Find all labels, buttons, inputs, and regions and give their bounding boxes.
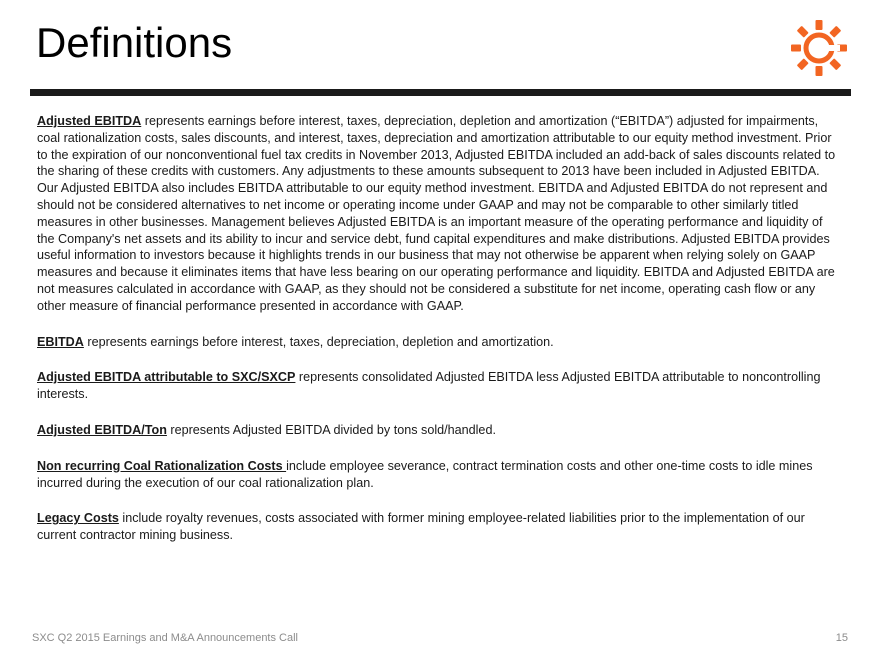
definitions-list bbox=[37, 113, 843, 563]
definition-term: EBITDA bbox=[37, 334, 84, 349]
definition-ebitda bbox=[37, 334, 843, 351]
definition-legacy-costs bbox=[37, 510, 843, 544]
page-number: 15 bbox=[835, 632, 848, 644]
definition-term: Adjusted EBITDA attributable to SXC/SXCP bbox=[37, 370, 296, 385]
definition-adjusted-ebitda bbox=[37, 113, 843, 315]
definition-text: represents earnings before interest, taxes, depreciation, depletion and amortization (“EBITDA”) adjusted for impairments, coal rationalization costs, sales discounts, and interest, taxes, depreciation and amortization attributable to our equity method investment. Prior to the expiration of our nonconventional fuel tax credits in November 2013, Adjusted EBITDA included an add-back of sales discounts related to the sharing of these credits with customers. Any adjustments to these amounts subsequent to 2013 have been included in Adjusted EBITDA. Our Adjusted EBITDA also includes EBITDA attributable to our equity method investment. EBITDA and Adjusted EBITDA do not represent and should not be considered alternatives to net income or operating income under GAAP and may not be comparable to other similarly titled measures in other businesses. Management believes Adjusted EBITDA is an important measure of the operating performance and liquidity of the Company's net assets and its ability to incur and service debt, fund capital expenditures and make distributions. Adjusted EBITDA provides useful information to investors because it highlights trends in our business that may not otherwise be apparent when relying solely on GAAP measures and because it eliminates items that have less bearing on our operating performance and liquidity. EBITDA and Adjusted EBITDA are not measures calculated in accordance with GAAP, as they should not be considered a substitute for net income, operating cash flow or any other measure of financial performance presented in accordance with GAAP. bbox=[37, 114, 836, 313]
definition-text: include employee severance, contract termination costs and other one-time costs to idle mines incurred during the execution of our coal rationalization plan. bbox=[37, 458, 813, 490]
title-divider bbox=[30, 89, 851, 96]
definition-text: include royalty revenues, costs associated with former mining employee-related liabilities prior to the implementation of our current contractor mining business. bbox=[37, 511, 805, 543]
footer-label: SXC Q2 2015 Earnings and M&A Announcements Call bbox=[32, 632, 298, 644]
definition-term: Non recurring Coal Rationalization Costs bbox=[37, 458, 287, 473]
definition-term: Adjusted EBITDA bbox=[37, 114, 142, 128]
definition-adjusted-ebitda-per-ton bbox=[37, 422, 843, 439]
definition-term: Legacy Costs bbox=[37, 511, 119, 526]
suncoke-sun-logo-icon bbox=[790, 18, 850, 78]
definition-text: represents earnings before interest, taxes, depreciation, depletion and amortization. bbox=[83, 334, 554, 349]
page-title: Definitions bbox=[36, 19, 233, 66]
definition-adjusted-ebitda-attributable bbox=[37, 369, 843, 403]
definition-text: represents consolidated Adjusted EBITDA less Adjusted EBITDA attributable to noncontrolling interests. bbox=[37, 370, 821, 402]
definition-text: represents Adjusted EBITDA divided by tons sold/handled. bbox=[166, 422, 496, 437]
definition-term: Adjusted EBITDA/Ton bbox=[37, 422, 167, 437]
definition-coal-rationalization-costs bbox=[37, 458, 843, 492]
